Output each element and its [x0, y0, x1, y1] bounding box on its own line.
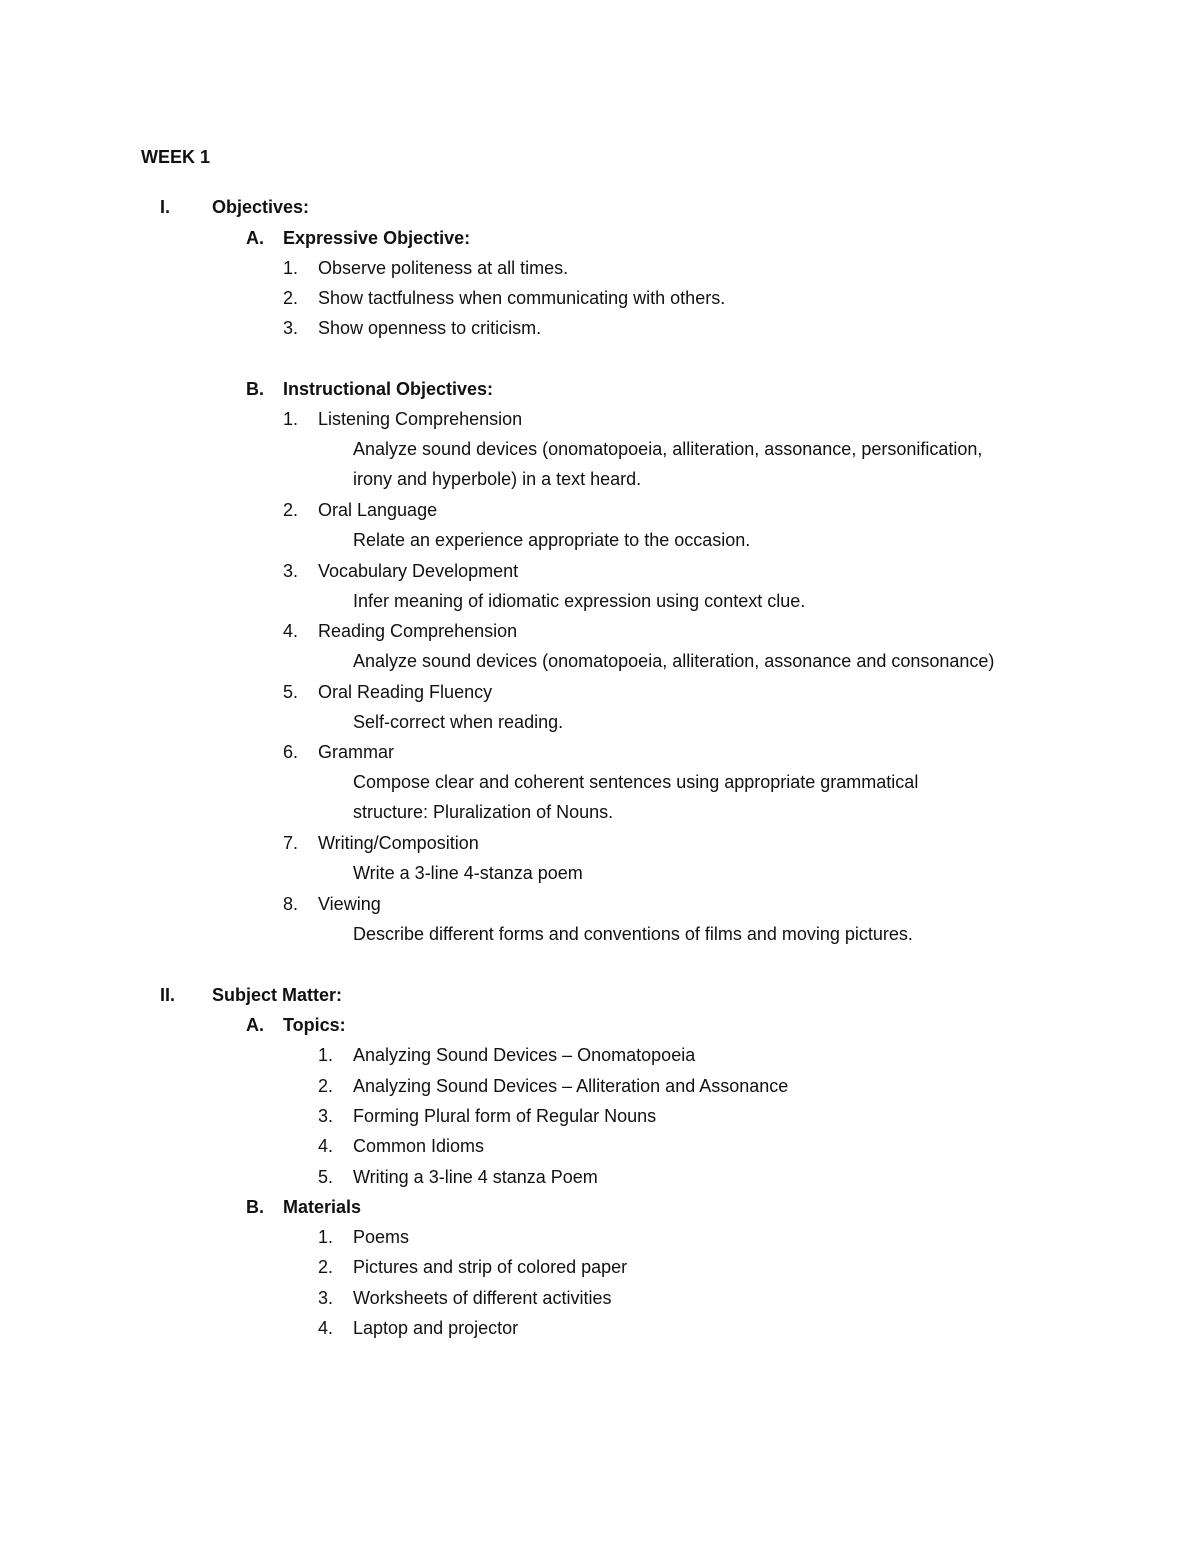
list-item-detail: Analyze sound devices (onomatopoeia, alliteration, assonance and consonance): [353, 651, 995, 671]
list-item-number: 8.: [283, 894, 299, 914]
section-numeral: II.: [160, 985, 176, 1005]
page-title: WEEK 1: [141, 147, 211, 167]
subsection-letter: B.: [246, 1197, 264, 1217]
subsection-heading: Topics:: [283, 1015, 346, 1035]
list-item-text: Writing/Composition: [318, 833, 479, 853]
list-item-detail: Write a 3-line 4-stanza poem: [353, 863, 583, 883]
list-item-text: Forming Plural form of Regular Nouns: [353, 1106, 657, 1126]
list-item-number: 3.: [318, 1288, 334, 1308]
list-item-text: Oral Language: [318, 500, 438, 520]
list-item-number: 3.: [318, 1106, 334, 1126]
list-item-text: Show tactfulness when communicating with others.: [318, 288, 726, 308]
list-item-detail: Infer meaning of idiomatic expression using context clue.: [353, 591, 806, 611]
list-item-number: 1.: [283, 258, 299, 278]
list-item-number: 2.: [283, 500, 299, 520]
list-item-text: Poems: [353, 1227, 410, 1247]
list-item-number: 4.: [283, 621, 299, 641]
list-item-detail: Analyze sound devices (onomatopoeia, alliteration, assonance, personification,: [353, 439, 983, 459]
list-item-detail: Compose clear and coherent sentences using appropriate grammatical: [353, 772, 919, 792]
subsection-heading: Instructional Objectives:: [283, 379, 494, 399]
section-heading: Objectives:: [212, 197, 310, 217]
list-item-text: Laptop and projector: [353, 1318, 519, 1338]
subsection-letter: B.: [246, 379, 264, 399]
list-item-text: Common Idioms: [353, 1136, 485, 1156]
list-item-text: Pictures and strip of colored paper: [353, 1257, 628, 1277]
list-item-number: 2.: [318, 1257, 334, 1277]
subsection-heading: Materials: [283, 1197, 362, 1217]
list-item-number: 3.: [283, 318, 299, 338]
list-item-detail: structure: Pluralization of Nouns.: [353, 802, 614, 822]
list-item-number: 2.: [318, 1076, 334, 1096]
list-item-text: Analyzing Sound Devices – Onomatopoeia: [353, 1045, 696, 1065]
list-item-text: Writing a 3-line 4 stanza Poem: [353, 1167, 598, 1187]
subsection-heading: Expressive Objective:: [283, 228, 471, 248]
list-item-number: 1.: [318, 1227, 334, 1247]
list-item-number: 1.: [318, 1045, 334, 1065]
list-item-number: 6.: [283, 742, 299, 762]
list-item-text: Grammar: [318, 742, 394, 762]
list-item-text: Oral Reading Fluency: [318, 682, 493, 702]
list-item-number: 5.: [318, 1167, 334, 1187]
list-item-text: Worksheets of different activities: [353, 1288, 612, 1308]
list-item-text: Viewing: [318, 894, 381, 914]
section-numeral: I.: [160, 197, 171, 217]
list-item-number: 5.: [283, 682, 299, 702]
list-item-number: 3.: [283, 561, 299, 581]
list-item-detail: Self-correct when reading.: [353, 712, 564, 732]
list-item-text: Analyzing Sound Devices – Alliteration and Assonance: [353, 1076, 789, 1096]
list-item-detail: irony and hyperbole) in a text heard.: [353, 469, 642, 489]
list-item-text: Vocabulary Development: [318, 561, 519, 581]
subsection-letter: A.: [246, 1015, 264, 1035]
list-item-text: Reading Comprehension: [318, 621, 518, 641]
subsection-letter: A.: [246, 228, 264, 248]
list-item-number: 4.: [318, 1136, 334, 1156]
list-item-text: Observe politeness at all times.: [318, 258, 569, 278]
section-heading: Subject Matter:: [212, 985, 343, 1005]
list-item-number: 7.: [283, 833, 299, 853]
list-item-number: 1.: [283, 409, 299, 429]
list-item-text: Listening Comprehension: [318, 409, 523, 429]
list-item-number: 2.: [283, 288, 299, 308]
list-item-number: 4.: [318, 1318, 334, 1338]
list-item-detail: Describe different forms and conventions of films and moving pictures.: [353, 924, 913, 944]
list-item-detail: Relate an experience appropriate to the occasion.: [353, 530, 751, 550]
list-item-text: Show openness to criticism.: [318, 318, 542, 338]
